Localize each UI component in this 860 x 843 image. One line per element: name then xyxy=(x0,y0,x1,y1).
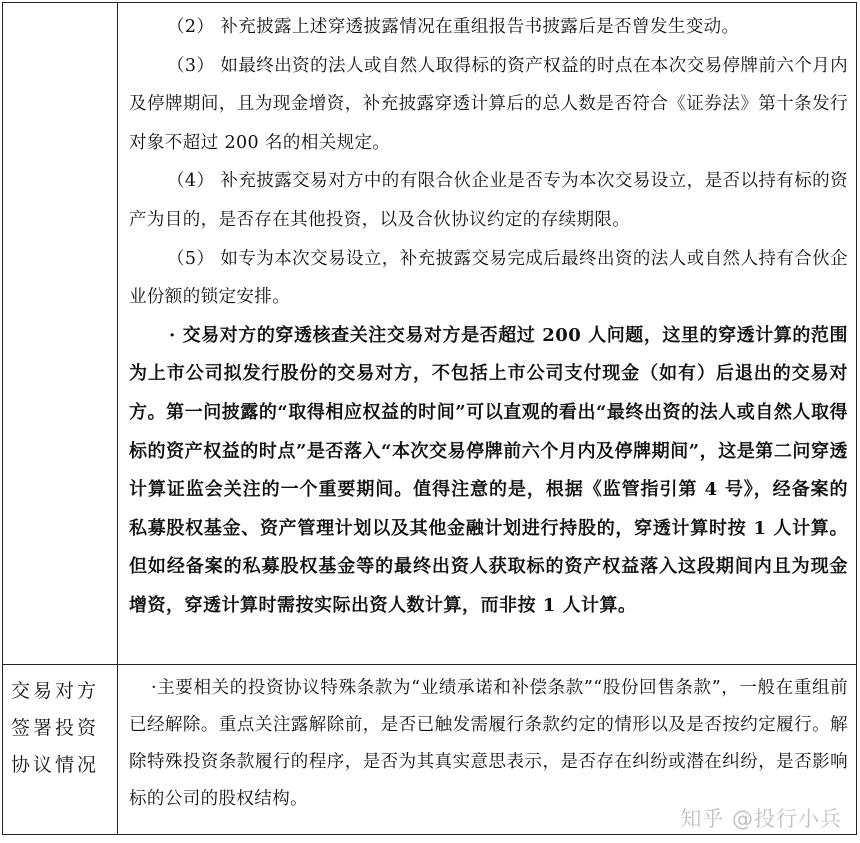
row-label-line: 协议情况 xyxy=(11,754,100,776)
content-cell xyxy=(118,3,857,665)
watermark: 知乎 @投行小兵 xyxy=(680,807,842,831)
row-label-cell xyxy=(3,665,118,835)
row-label xyxy=(3,665,117,784)
row-label xyxy=(3,3,117,11)
row-label-line: 签署投资 xyxy=(11,717,100,739)
row-label-cell xyxy=(3,3,118,665)
paragraph-item-3: （3） 如最终出资的法人或自然人取得标的资产权益的时点在本次交易停牌前六个月内及停牌期间，且为现金增资，补充披露穿透计算后的总人数是否符合《证券法》第十条发行对象不超过 200 名的相关规定。 xyxy=(129,55,848,153)
table-row xyxy=(3,3,857,665)
paragraph-item-5: （5） 如专为本次交易设立，补充披露交易完成后最终出资的法人或自然人持有合伙企业份额的锁定安排。 xyxy=(129,248,848,308)
paragraph-item-4: （4） 补充披露交易对方中的有限合伙企业是否专为本次交易设立，是否以持有标的资产为目的，是否存在其他投资，以及合伙协议约定的存续期限。 xyxy=(129,171,848,230)
review-table xyxy=(2,2,857,835)
investment-agreement-paragraph: ·主要相关的投资协议特殊条款为“业绩承诺和补偿条款”“股份回售条款”，一般在重组前已经解除。重点关注露解除前，是否已触发需履行条款约定的情形以及是否按约定履行。解除特殊投资条款履行的程序，是否为其真实意思表示，是否存在纠纷或潜在纠纷，是否影响标的公司的股权结构。 xyxy=(129,678,848,809)
paragraph-item-2: （2） 补充披露上述穿透披露情况在重组报告书披露后是否曾发生变动。 xyxy=(167,17,740,37)
row-label-line: 交易对方 xyxy=(11,680,100,702)
bold-note-paragraph: · 交易对方的穿透核查关注交易对方是否超过 200 人问题，这里的穿透计算的范围为上市公司拟发行股份的交易对方，不包括上市公司支付现金（如有）后退出的交易对方。第一问披露的“取得相应权益的时间”可以直观的看出“最终出资的法人或自然人取得标的资产权益的时点”是否落入“本次交易停牌前六个月内及停牌期间”，这是第二问穿透计算证监会关注的一个重要期间。值得注意的是，根据《监管指引第 4 号》，经备案的私募股权基金、资产管理计划以及其他金融计划进行持股的，穿透计算时按 1 人计算。但如经备案的私募股权基金等的最终出资人获取标的资产权益落入这段期间内且为现金增资，穿透计算时需按实际出资人数计算，而非按 1 人计算。 xyxy=(129,324,848,616)
